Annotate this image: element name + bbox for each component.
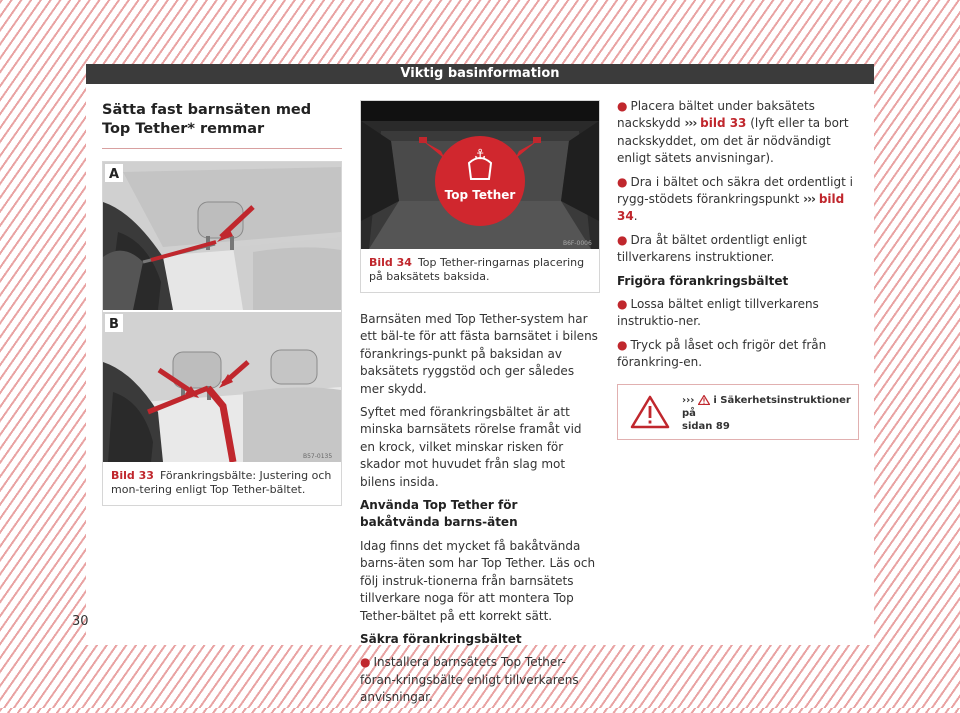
section-title: Sätta fast barnsäten med Top Tether* remmar xyxy=(102,84,342,149)
figure-code: B6F-0006 xyxy=(563,240,592,247)
bullet-item: ● Dra åt bältet ordentligt enligt tillverkarens instruktioner. xyxy=(617,232,807,265)
figure-33-image xyxy=(103,162,341,462)
figure-34-image xyxy=(361,101,599,249)
warning-text[interactable]: ››› i Säkerhetsinstruktioner på sidan 89 xyxy=(682,394,851,432)
trunk-illustration xyxy=(361,101,599,249)
bullet-icon: ● xyxy=(617,337,628,352)
car-seat-illustration xyxy=(103,162,341,462)
column-right xyxy=(617,98,859,440)
bullet-icon: ● xyxy=(617,232,628,247)
anchor-icon: ⚓ xyxy=(473,147,487,163)
warning-box xyxy=(617,384,859,440)
paragraph: Barnsäten med Top Tether-system har ett bäl-te för att fästa barnsätet i bilens förankrings-punkt på baksidan av baksätets ryggstöd och ger således mer skydd. xyxy=(360,312,598,396)
ref-arrow-icon: ››› xyxy=(682,394,695,406)
bullet-item: ● Installera barnsätets Top Tether-föran-kringsbälte enligt tillverkarens anvisningar. xyxy=(360,655,579,705)
figure-link[interactable]: bild 34 xyxy=(617,192,845,224)
bullet-icon: ● xyxy=(617,99,628,113)
bullet-item: ● Placera bältet under baksätets nackskydd ››› bild 33 (lyft eller ta bort nackskyddet, om det är nödvändigt enligt sätets anvisningar). xyxy=(617,99,849,166)
column-left xyxy=(102,84,342,506)
caption-label: Bild 34 xyxy=(369,256,412,269)
figure-34-caption xyxy=(361,249,599,292)
ref-arrow-icon: ››› xyxy=(684,116,697,131)
subheading: Använda Top Tether för bakåtvända barns-äten xyxy=(360,498,518,530)
top-tether-logo-text: Top Tether xyxy=(444,188,516,202)
mini-warning-icon xyxy=(698,395,710,405)
body-text xyxy=(360,311,600,707)
figure-33 xyxy=(102,161,342,506)
figure-link[interactable]: bild 33 xyxy=(700,116,747,131)
figure-code: B57-0135 xyxy=(303,453,333,460)
bullet-icon: ● xyxy=(360,655,371,670)
figure-33-caption xyxy=(103,462,341,505)
manual-page xyxy=(72,64,874,705)
column-middle xyxy=(360,84,600,713)
subheading: Frigöra förankringsbältet xyxy=(617,273,789,288)
subheading: Säkra förankringsbältet xyxy=(360,631,522,646)
page-number: 30 xyxy=(72,614,89,629)
bullet-icon: ● xyxy=(617,297,628,312)
warning-triangle-icon xyxy=(630,395,670,429)
bullet-icon: ● xyxy=(617,174,628,189)
figure-34 xyxy=(360,100,600,293)
bullet-item: ● Tryck på låset och frigör det från förankring-en. xyxy=(617,337,827,370)
caption-label: Bild 33 xyxy=(111,469,154,482)
panel-a-label: A xyxy=(109,167,120,182)
paragraph: Syftet med förankringsbältet är att minska barnsätets rörelse framåt vid en krock, vilket minskar risken för skador mot huvudet från slag mot bilens insida. xyxy=(360,405,582,489)
section-header: Viktig basinformation xyxy=(86,64,874,84)
caption-text: Top Tether-ringarnas placering på baksätets baksida. xyxy=(369,256,585,283)
ref-arrow-icon: ››› xyxy=(803,192,815,207)
bullet-item: ● Lossa bältet enligt tillverkarens instruktio-ner. xyxy=(617,297,819,329)
paragraph: Idag finns det mycket få bakåtvända barns-äten som har Top Tether. Läs och följ instruk-tionerna från barnsätets tillverkare noga för att montera Top Tether-bältet på ett korrekt sätt. xyxy=(360,538,596,623)
caption-text: Förankringsbälte: Justering och mon-tering enligt Top Tether-bältet. xyxy=(111,469,332,496)
bullet-item: ● Dra i bältet och säkra det ordentligt i rygg-stödets förankringspunkt ››› bild 34. xyxy=(617,174,853,224)
panel-b-label: B xyxy=(109,317,119,332)
